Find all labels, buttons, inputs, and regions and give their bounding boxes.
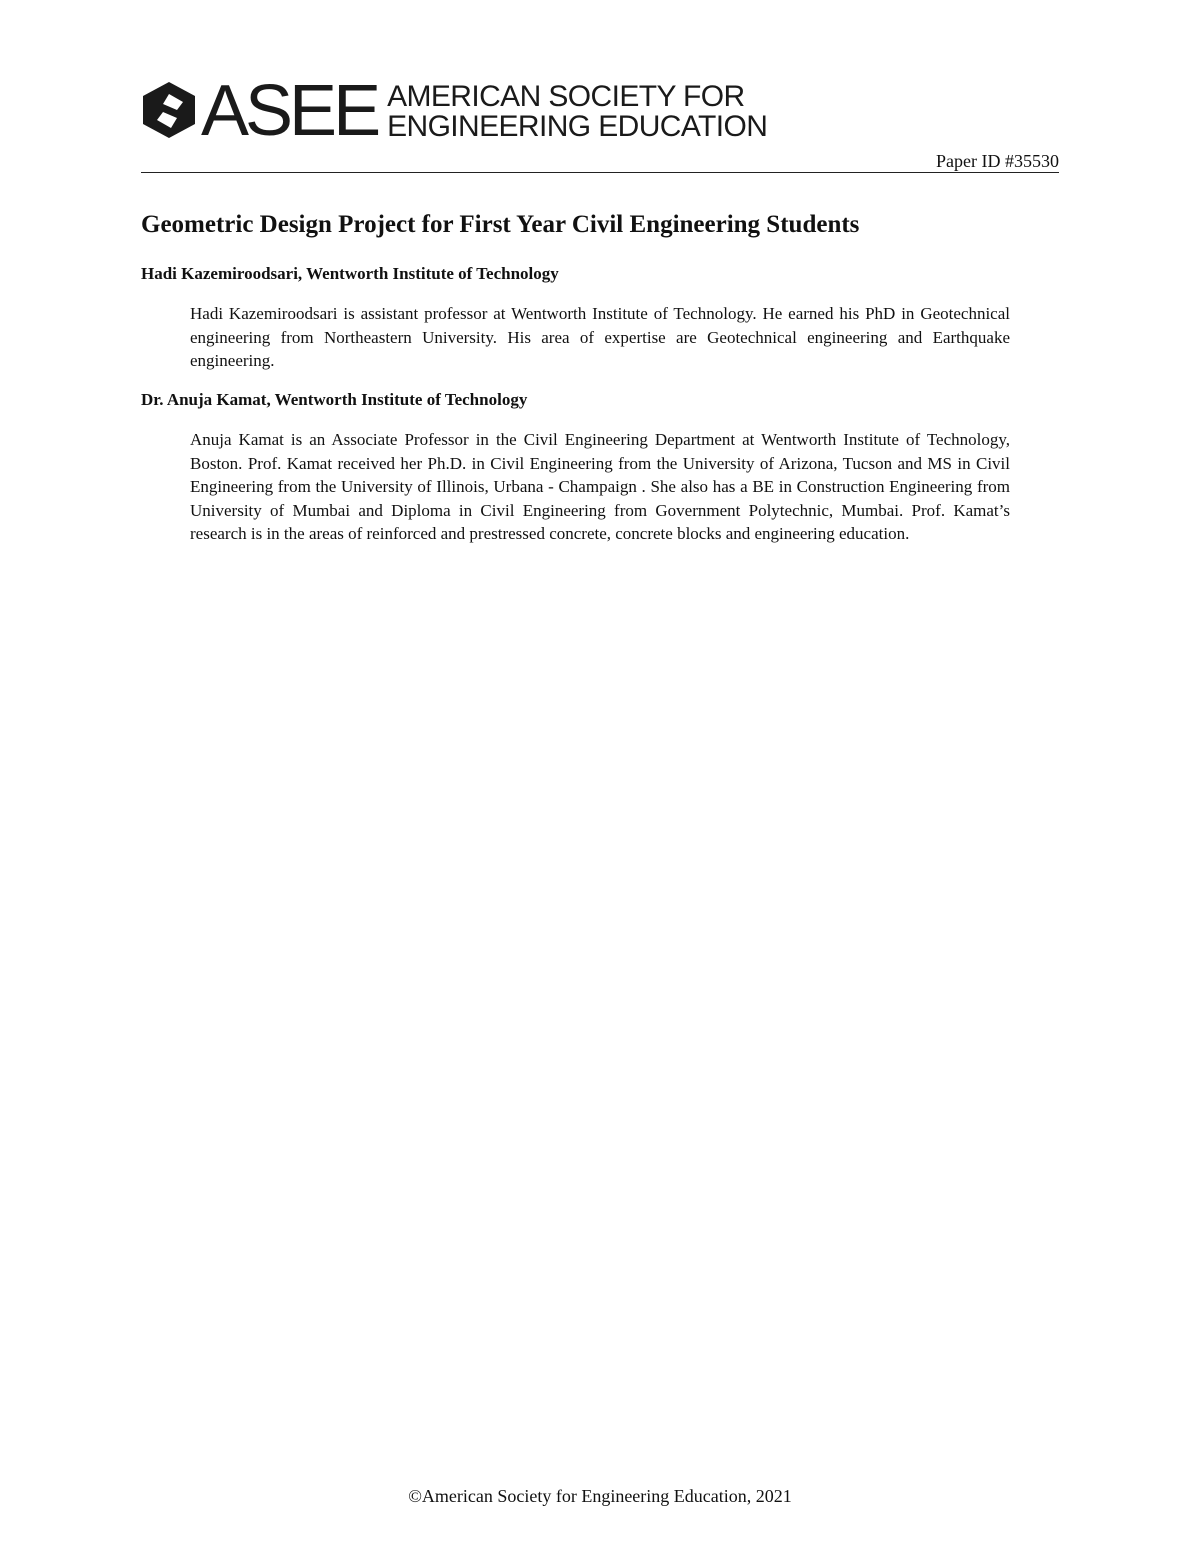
logo-org-line1: AMERICAN SOCIETY FOR [387,80,745,113]
paper-title: Geometric Design Project for First Year Civil Engineering Students [141,211,860,238]
logo-wordmark: ASEE [201,71,378,151]
logo-organization-name [387,82,767,142]
author-bio-1: Hadi Kazemiroodsari is assistant professor at Wentworth Institute of Technology. He earned his PhD in Geotechnical engineering from Northeastern University. His area of expertise are Geotechnical engineering and Earthquake engineering. [190,304,1010,370]
logo-org-line2: ENGINEERING EDUCATION [387,110,768,143]
asee-emblem-icon [141,80,197,140]
author-bio-2: Anuja Kamat is an Associate Professor in the Civil Engineering Department at Wentworth Institute of Technology, Boston. Prof. Kamat received her Ph.D. in Civil Engineering from the University of Arizona, Tucson and MS in Civil Engineering from the University of Illinois, Urbana - Champaign . She also has a BE in Construction Engineering from University of Mumbai and Diploma in Civil Engineering from Government Polytechnic, Mumbai. Prof. Kamat’s research is in the areas of reinforced and prestressed concrete, concrete blocks and engineering education. [190,430,1010,543]
asee-logo [141,71,768,151]
author-heading-2: Dr. Anuja Kamat, Wentworth Institute of Technology [141,390,528,409]
header-divider [141,172,1059,173]
author-heading-1: Hadi Kazemiroodsari, Wentworth Institute of Technology [141,264,559,283]
footer-copyright: ©American Society for Engineering Education, 2021 [408,1486,792,1506]
paper-id: Paper ID #35530 [936,151,1059,171]
